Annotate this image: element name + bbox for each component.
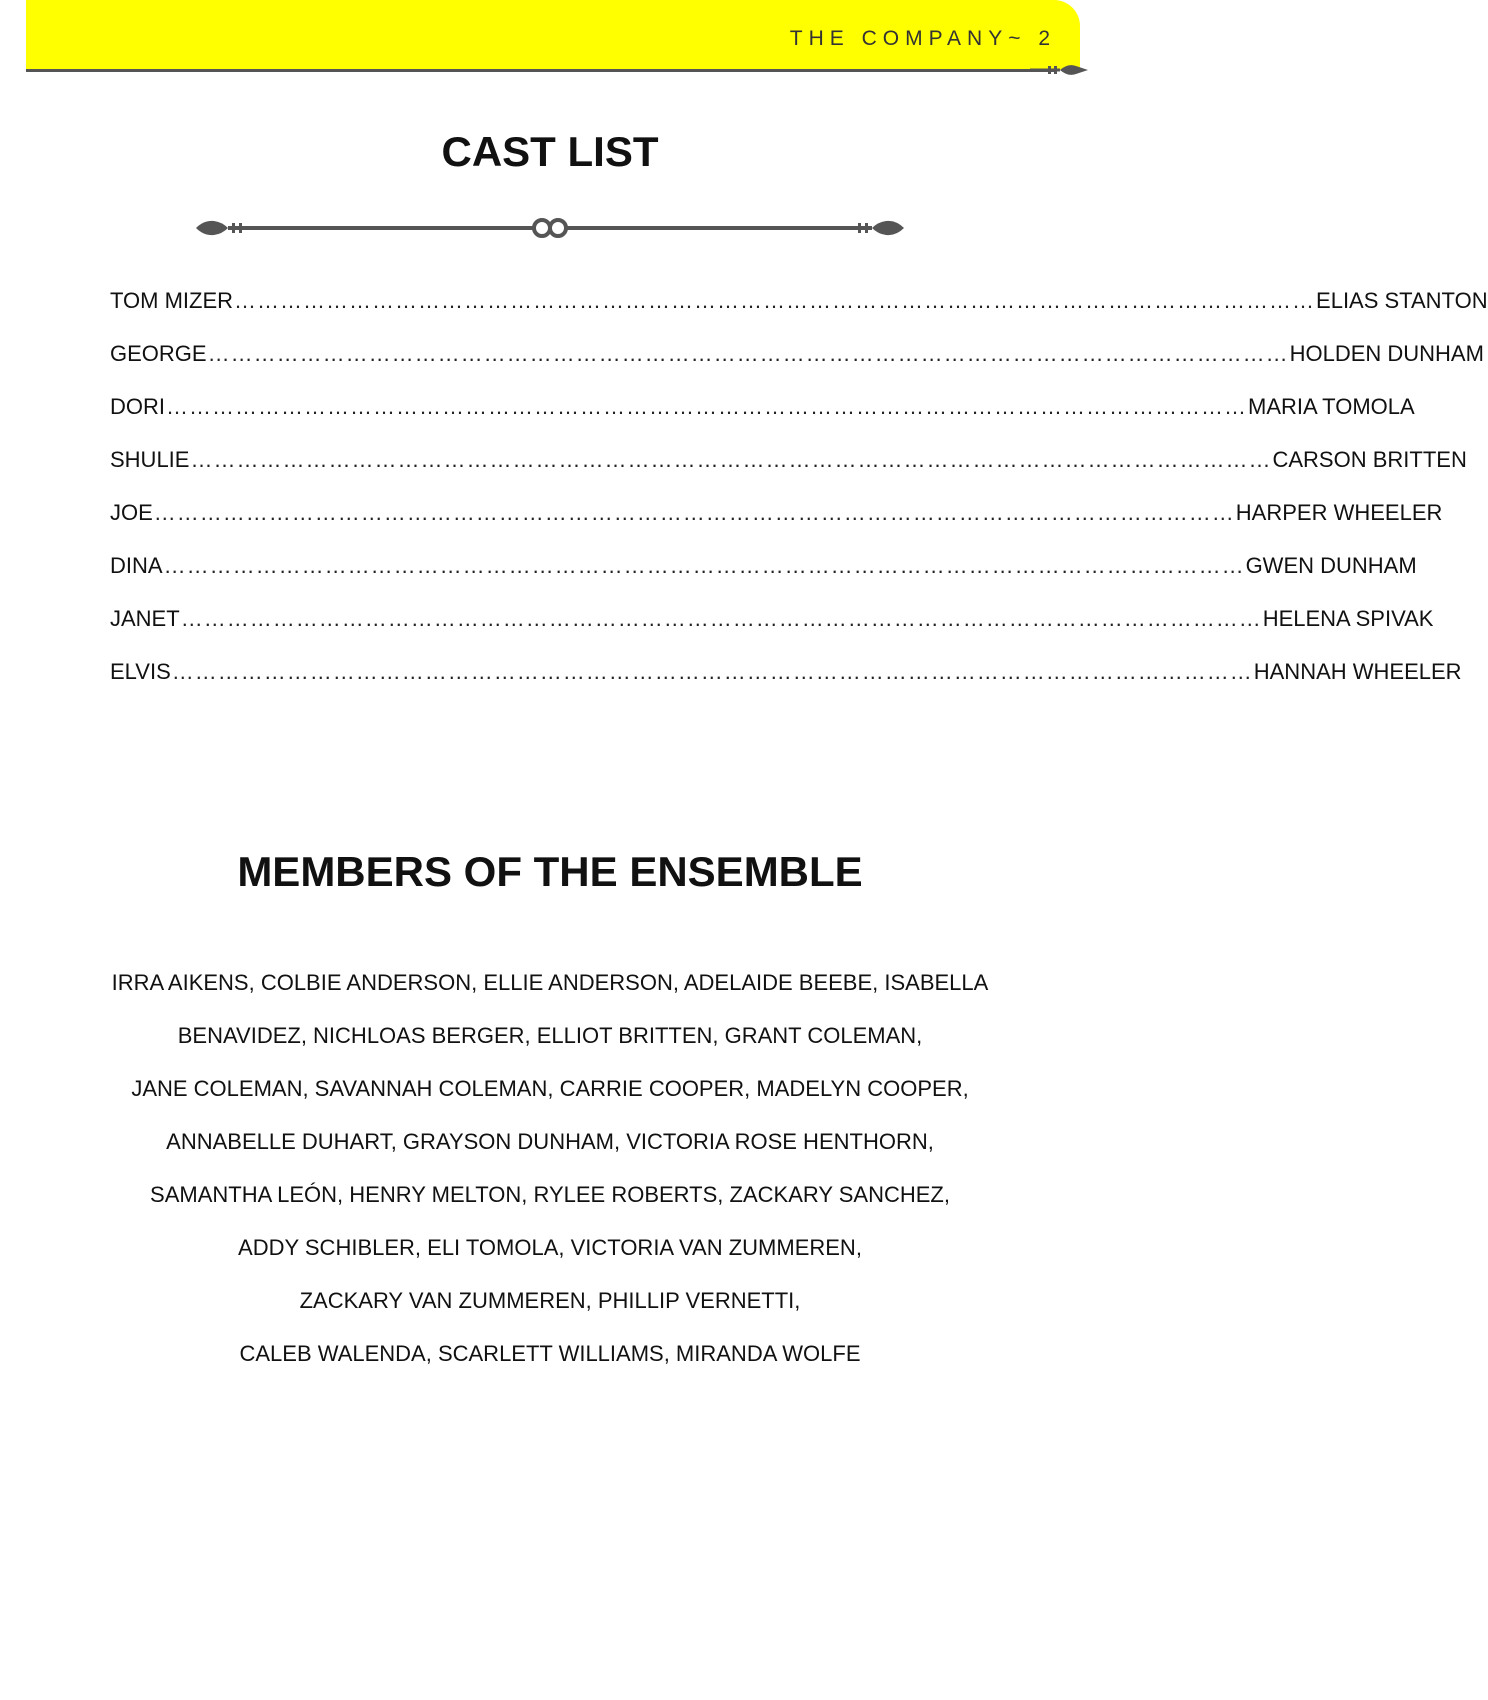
ensemble-line: BENAVIDEZ, NICHLOAS BERGER, ELLIOT BRITTEN, GRANT COLEMAN, — [177, 1023, 923, 1048]
cast-row — [110, 500, 1443, 553]
ensemble-line: ZACKARY VAN ZUMMEREN, PHILLIP VERNETTI, — [299, 1288, 801, 1313]
cast-row — [110, 394, 1415, 447]
cast-list-title: CAST LIST — [441, 128, 659, 175]
ensemble-line: JANE COLEMAN, SAVANNAH COLEMAN, CARRIE COOPER, MADELYN COOPER, — [131, 1076, 969, 1101]
dot-leader: …………………………………………………………………………………………………………………………… — [207, 341, 1289, 366]
cast-role: DORI — [110, 394, 165, 419]
dot-leader: …………………………………………………………………………………………………………………………… — [234, 288, 1316, 313]
cast-actor: HANNAH WHEELER — [1253, 659, 1462, 684]
cast-row — [110, 553, 1417, 606]
cast-actor: HELENA SPIVAK — [1262, 606, 1434, 631]
cast-actor: HARPER WHEELER — [1235, 500, 1443, 525]
cast-actor: GWEN DUNHAM — [1245, 553, 1417, 578]
ensemble-line: IRRA AIKENS, COLBIE ANDERSON, ELLIE ANDERSON, ADELAIDE BEEBE, ISABELLA — [111, 970, 989, 995]
cast-role: DINA — [110, 553, 163, 578]
dot-leader: …………………………………………………………………………………………………………………………… — [163, 553, 1245, 578]
ensemble-title: MEMBERS OF THE ENSEMBLE — [237, 848, 863, 895]
ensemble-line: SAMANTHA LEÓN, HENRY MELTON, RYLEE ROBERTS, ZACKARY SANCHEZ, — [150, 1182, 950, 1207]
cast-row — [110, 659, 1462, 712]
cast-role: JOE — [110, 500, 153, 525]
cast-row — [110, 288, 1488, 341]
dot-leader: …………………………………………………………………………………………………………………………… — [180, 606, 1262, 631]
running-header: THE COMPANY~ 2 — [789, 27, 1056, 50]
cast-role: GEORGE — [110, 341, 207, 366]
cast-row — [110, 341, 1484, 394]
cast-row — [110, 606, 1434, 659]
dot-leader: …………………………………………………………………………………………………………………………… — [190, 447, 1272, 472]
dot-leader: …………………………………………………………………………………………………………………………… — [166, 394, 1247, 419]
cast-role: JANET — [110, 606, 180, 631]
dot-leader: …………………………………………………………………………………………………………………………… — [171, 659, 1253, 684]
cast-actor: HOLDEN DUNHAM — [1289, 341, 1484, 366]
cast-list — [110, 288, 1488, 712]
ensemble-line: CALEB WALENDA, SCARLETT WILLIAMS, MIRANDA WOLFE — [239, 1341, 861, 1366]
ornamental-divider-icon — [196, 212, 904, 244]
cast-role: ELVIS — [110, 659, 171, 684]
cast-role: TOM MIZER — [110, 288, 234, 313]
cast-actor: CARSON BRITTEN — [1272, 447, 1467, 472]
cast-row — [110, 447, 1467, 500]
header-ornament-icon — [1030, 60, 1090, 80]
dot-leader: …………………………………………………………………………………………………………………………… — [153, 500, 1235, 525]
ensemble-line: ANNABELLE DUHART, GRAYSON DUNHAM, VICTORIA ROSE HENTHORN, — [166, 1129, 934, 1154]
cast-actor: MARIA TOMOLA — [1248, 394, 1415, 419]
cast-role: SHULIE — [110, 447, 190, 472]
ensemble-list — [90, 970, 1010, 1394]
ensemble-line: ADDY SCHIBLER, ELI TOMOLA, VICTORIA VAN ZUMMEREN, — [238, 1235, 862, 1260]
cast-actor: ELIAS STANTON — [1316, 288, 1488, 313]
header-rule — [26, 69, 1056, 72]
